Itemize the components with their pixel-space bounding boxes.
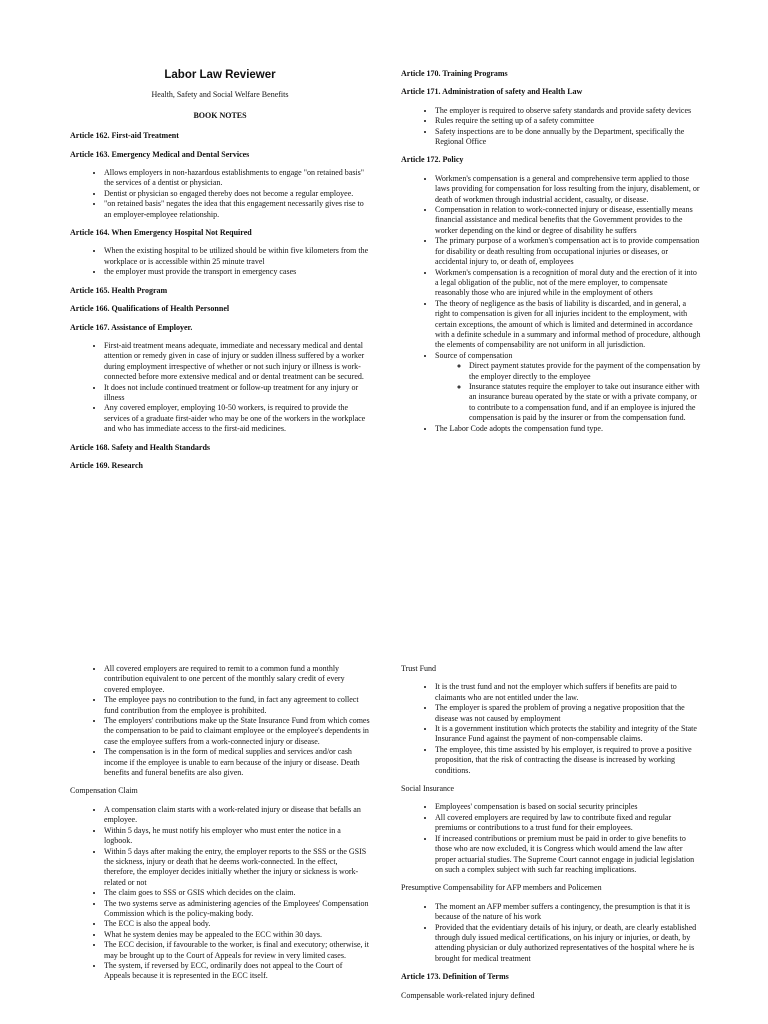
document-title: Labor Law Reviewer <box>164 69 276 81</box>
list-item: • The Labor Code adopts the compensation fund type. <box>435 424 701 434</box>
list-item: • the employer must provide the transport in emergency cases <box>104 267 370 277</box>
list-item: • The two systems serve as administering agencies of the Employees' Compensation Commission which is the policy-making body. <box>104 899 370 920</box>
trust-fund-heading: Trust Fund <box>401 664 437 673</box>
list-item: • The employers' contributions make up the State Insurance Fund from which comes the compensation to be paid to claimant employee or the employee's dependents in case the employee suffers from a work-connected injury or disease. <box>104 716 370 747</box>
article-167-heading: Article 167. Assistance of Employer. <box>70 322 193 332</box>
article-172-list <box>401 174 701 434</box>
list-item: • Safety inspections are to be done annually by the Department, specifically the Regional Office <box>435 127 701 148</box>
page2-left-column <box>70 664 370 990</box>
list-item: • Employees' compensation is based on social security principles <box>435 802 701 812</box>
list-item: • A compensation claim starts with a work-related injury or disease that befalls an employee. <box>104 805 370 826</box>
list-item: • Rules require the setting up of a safety committee <box>435 116 701 126</box>
list-item: • What he system denies may be appealed to the ECC within 30 days. <box>104 930 370 940</box>
list-item: • It is a government institution which protects the stability and integrity of the State Insurance Fund against the payment of non-compensable claims. <box>435 724 701 745</box>
list-item: • It does not include continued treatment or follow-up treatment for any injury or illness <box>104 383 370 404</box>
article-173-heading: Article 173. Definition of Terms <box>401 972 509 982</box>
list-item: • First-aid treatment means adequate, immediate and necessary medical and dental attention or remedy given in case of injury or sudden illness suffered by a worker during employment irrespective of whether or not such injury or illness is work-connected before more extensive medical and or dental treatment can be secured. <box>104 341 370 383</box>
list-item: • The compensation is in the form of medical supplies and services and/or cash income if the employee is unable to earn because of the injury or disease. Death benefits and funeral benefits are also given. <box>104 747 370 778</box>
trust-fund-list <box>401 682 701 776</box>
source-sublist <box>435 361 701 423</box>
sub-list-item: ◦ Insurance statutes require the employer to take out insurance either with an insurance bureau operated by the state or with a private company, or to contribute to a compensation fund, and if an employee is injured the compensation is paid by the insurer or from the compensation fund. <box>469 382 701 424</box>
social-insurance-list <box>401 802 701 875</box>
list-item: • Allows employers in non-hazardous establishments to engage "on retained basis" the services of a dentist or physician. <box>104 168 370 189</box>
article-164-heading: Article 164. When Emergency Hospital Not Required <box>70 228 252 238</box>
sub-list-item: ◦ Direct payment statutes provide for the payment of the compensation by the employer directly to the employee <box>469 361 701 382</box>
list-item: • Within 5 days after making the entry, the employer reports to the SSS or the GSIS the sickness, injury or death that he deems work-connected. In the effect, therefore, the employer decides initially whether the injury or sickness is work-related or not <box>104 847 370 889</box>
list-item: • Workmen's compensation is a general and comprehensive term applied to those laws providing for compensation for loss resulting from the injury, disablement, or death of workmen through industrial accident, casualty, or disease. <box>435 174 701 205</box>
article-166-heading: Article 166. Qualifications of Health Personnel <box>70 304 230 314</box>
fund-contribution-list <box>70 664 370 778</box>
list-item: • All covered employers are required to remit to a common fund a monthly contribution equivalent to one percent of the monthly salary credit of every covered employee. <box>104 664 370 695</box>
compensation-claim-heading: Compensation Claim <box>70 786 138 796</box>
article-171-list <box>401 106 701 148</box>
article-170-heading: Article 170. Training Programs <box>401 69 508 78</box>
list-item: • Within 5 days, he must notify his employer who must enter the notice in a logbook. <box>104 826 370 847</box>
list-item: • Any covered employer, employing 10-50 workers, is required to provide the services of a graduate first-aider who may be one of the workers in the workplace and who has immediate access to the first-aid medicines. <box>104 403 370 434</box>
list-item-source <box>435 351 701 424</box>
article-168-heading: Article 168. Safety and Health Standards <box>70 442 210 452</box>
list-item: • "on retained basis" negates the idea that this engagement necessarily gives rise to an employer-employee relationship. <box>104 199 370 220</box>
article-165-heading: Article 165. Health Program <box>70 285 168 295</box>
article-162-heading: Article 162. First-aid Treatment <box>70 131 179 141</box>
article-171-heading: Article 171. Administration of safety and Health Law <box>401 87 583 97</box>
list-item: • It is the trust fund and not the employer which suffers if benefits are paid to claimants who are not entitled under the law. <box>435 682 701 703</box>
section-label: BOOK NOTES <box>193 110 247 120</box>
list-item: • The theory of negligence as the basis of liability is discarded, and in general, a right to compensation is given for all injuries incident to the employment, with certain exceptions, the amount of which is limited and determined in accordance with a definite schedule in a summary and informal method of procedure, although the elements of compensability are not uniform in all jurisdiction. <box>435 299 701 351</box>
afp-list <box>401 902 701 964</box>
article-172-heading: Article 172. Policy <box>401 155 464 165</box>
document-subtitle: Health, Safety and Social Welfare Benefits <box>151 90 289 100</box>
list-item: • The claim goes to SSS or GSIS which decides on the claim. <box>104 888 370 898</box>
compensable-injury-heading: Compensable work-related injury defined <box>401 990 535 1000</box>
list-item: • All covered employers are required by law to contribute fixed and regular premiums or contributions to a trust fund for their employees. <box>435 813 701 834</box>
article-167-list <box>70 341 370 435</box>
social-insurance-heading: Social Insurance <box>401 784 455 794</box>
compensation-claim-list <box>70 805 370 982</box>
article-163-list <box>70 168 370 220</box>
list-item: • The ECC decision, if favourable to the worker, is final and executory; otherwise, it may be brought up to the Court of Appeals for review in very limited cases. <box>104 940 370 961</box>
list-item: • The employer is required to observe safety standards and provide safety devices <box>435 106 701 116</box>
list-item: • The employer is spared the problem of proving a negative proposition that the disease was not caused by employment <box>435 703 701 724</box>
article-169-heading: Article 169. Research <box>70 460 143 470</box>
article-163-heading: Article 163. Emergency Medical and Dental Services <box>70 149 250 159</box>
list-item: • The ECC is also the appeal body. <box>104 919 370 929</box>
source-label: Source of compensation <box>435 350 513 360</box>
list-item: • If increased contributions or premium must be paid in order to give benefits to those who are now excluded, it is Congress which would amend the law after proper actuarial studies. The Supreme Court cannot engage in judicial legislation on such a complex subject with such far reaching implications. <box>435 834 701 876</box>
article-164-list <box>70 246 370 277</box>
list-item: • The employee pays no contribution to the fund, in fact any agreement to collect fund contribution from the employee is prohibited. <box>104 695 370 716</box>
afp-heading: Presumptive Compensability for AFP members and Policemen <box>401 883 602 893</box>
list-item: • The moment an AFP member suffers a contingency, the presumption is that it is because of the nature of his work <box>435 902 701 923</box>
page1-left-column <box>70 70 370 479</box>
page1-right-column <box>401 69 701 442</box>
list-item: • Provided that the evidentiary details of his injury, or death, are clearly established through duly issued medical certifications, on his injury or injuries, or death, by attending physician or duly authorized representatives of the hospital where he is brought for medical treatment <box>435 923 701 965</box>
list-item: • When the existing hospital to be utilized should be within five kilometers from the workplace or is accessible within 25 minute travel <box>104 246 370 267</box>
list-item: • Workmen's compensation is a recognition of moral duty and the erection of it into a legal obligation of the public, not of the mere employer, to compensate reasonably those who are injured while in the employment of others <box>435 268 701 299</box>
list-item: • Compensation in relation to work-connected injury or disease, essentially means financial assistance and medical benefits that the Government provides to the worker depending on the kind or degree of disability he suffers <box>435 205 701 236</box>
list-item: • The employee, this time assisted by his employer, is required to prove a positive proposition, that the risk of contracting the disease is increased by working conditions. <box>435 745 701 776</box>
list-item: • The system, if reversed by ECC, ordinarily does not appeal to the Court of Appeals because it is represented in the ECC itself. <box>104 961 370 982</box>
list-item: • Dentist or physician so engaged thereby does not become a regular employee. <box>104 189 370 199</box>
page2-right-column <box>401 664 701 1009</box>
list-item: • The primary purpose of a workmen's compensation act is to provide compensation for disability or death resulting from occupational injuries or diseases, or accidental injury to, or death of, employees <box>435 236 701 267</box>
